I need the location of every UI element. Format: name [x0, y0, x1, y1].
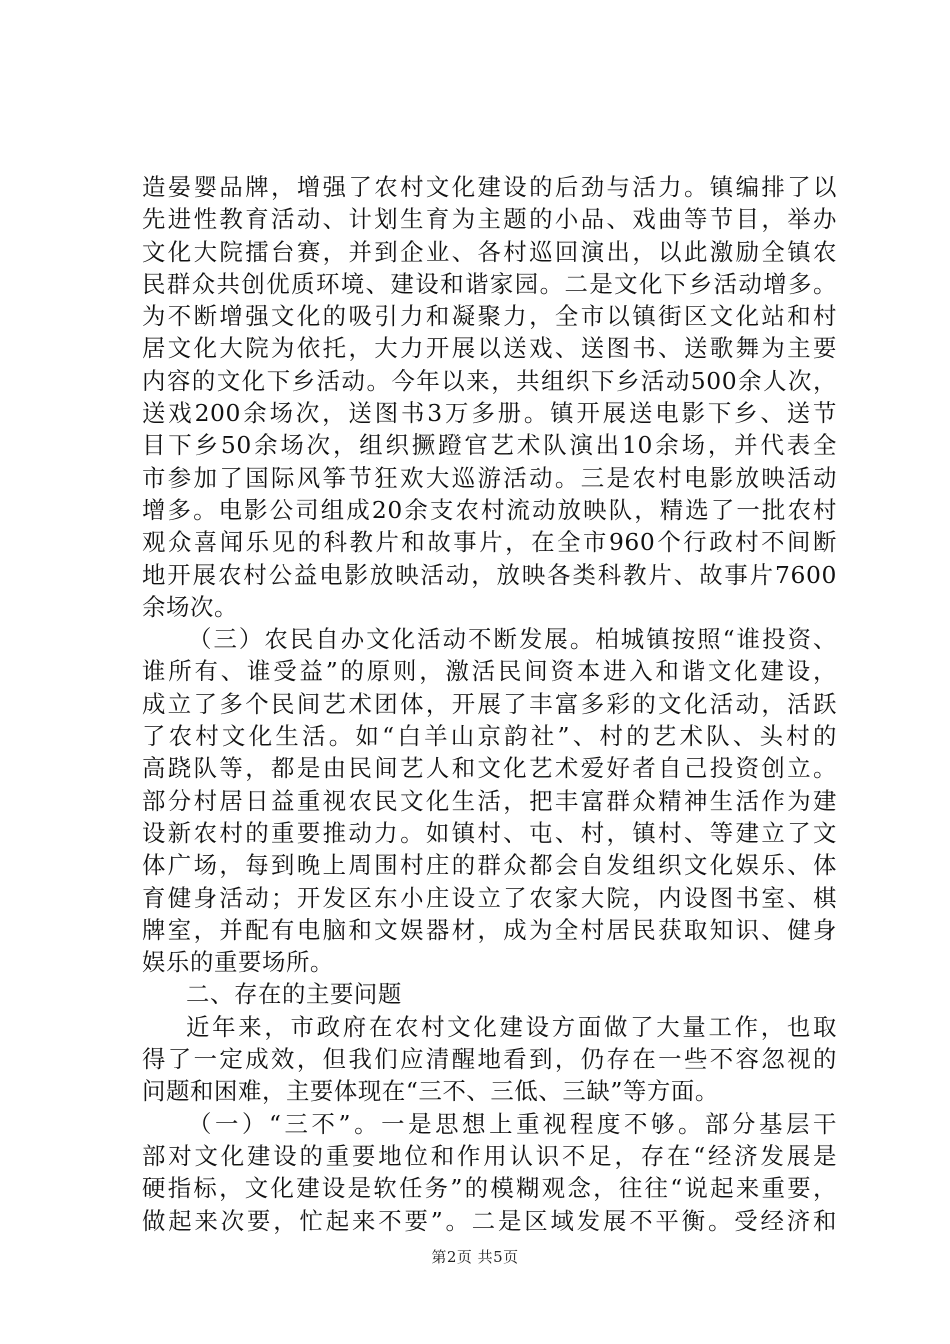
page-number-footer: 第2页 共5页: [431, 1248, 519, 1266]
text-line: 谁所有、谁受益”的原则，激活民间资本进入和谐文化建设，: [142, 657, 837, 686]
text-line: 文化大院擂台赛，并到企业、各村巡回演出，以此激励全镇农: [142, 237, 837, 266]
text-line: 体广场，每到晚上周围村庄的群众都会自发组织文化娱乐、体: [142, 851, 837, 880]
text-line: 成立了多个民间艺术团体，开展了丰富多彩的文化活动，活跃: [142, 689, 837, 718]
document-body: [142, 171, 837, 1237]
text-line: 观众喜闻乐见的科教片和故事片，在全市960个行政村不间断: [142, 528, 837, 557]
text-line: 高跷队等，都是由民间艺人和文化艺术爱好者自己投资创立。: [142, 754, 837, 783]
text-line: 内容的文化下乡活动。今年以来，共组织下乡活动500余人次，: [142, 366, 837, 395]
text-line: 增多。电影公司组成20余支农村流动放映队，精选了一批农村: [142, 495, 837, 524]
text-line: 目下乡50余场次，组织撅蹬官艺术队演出10余场，并代表全: [142, 431, 837, 460]
text-line: 了农村文化生活。如“白羊山京韵社”、村的艺术队、头村的: [142, 722, 837, 751]
text-line: 市参加了国际风筝节狂欢大巡游活动。三是农村电影放映活动: [142, 463, 837, 492]
text-line: 育健身活动；开发区东小庄设立了农家大院，内设图书室、棋: [142, 883, 837, 912]
text-line: 造晏婴品牌，增强了农村文化建设的后劲与活力。镇编排了以: [142, 173, 837, 201]
text-line: 得了一定成效，但我们应清醒地看到，仍存在一些不容忽视的: [142, 1045, 837, 1074]
text-line: 地开展农村公益电影放映活动，放映各类科教片、故事片7600: [142, 560, 837, 589]
text-line: 问题和困难，主要体现在“三不、三低、三缺”等方面。: [142, 1077, 719, 1106]
text-line: 民群众共创优质环境、建设和谐家园。二是文化下乡活动增多。: [142, 269, 837, 298]
text-line: 娱乐的重要场所。: [142, 948, 334, 977]
text-line: 做起来次要，忙起来不要”。二是区域发展不平衡。受经济和: [142, 1206, 837, 1235]
text-line: 余场次。: [142, 592, 238, 621]
text-line: 硬指标，文化建设是软任务”的模糊观念，往往“说起来重要，: [142, 1174, 837, 1203]
text-line: 设新农村的重要推动力。如镇村、屯、村，镇村、等建立了文: [142, 818, 837, 847]
paragraph-start-line: （三）农民自办文化活动不断发展。柏城镇按照“谁投资、: [188, 625, 837, 654]
text-line: 先进性教育活动、计划生育为主题的小品、戏曲等节目，举办: [142, 205, 837, 234]
text-line: 部对文化建设的重要地位和作用认识不足，存在“经济发展是: [142, 1141, 837, 1170]
paragraph-start-line: 近年来，市政府在农村文化建设方面做了大量工作，也取: [186, 1012, 837, 1041]
text-line: 部分村居日益重视农民文化生活，把丰富群众精神生活作为建: [142, 786, 837, 815]
text-line: 居文化大院为依托，大力开展以送戏、送图书、送歌舞为主要: [142, 334, 837, 363]
paragraph-start-line: （一）“三不”。一是思想上重视程度不够。部分基层干: [188, 1109, 837, 1138]
text-line: 牌室，并配有电脑和文娱器材，成为全村居民获取知识、健身: [142, 915, 837, 944]
section-heading: 二、存在的主要问题: [186, 980, 402, 1009]
text-line: 为不断增强文化的吸引力和凝聚力，全市以镇街区文化站和村: [142, 302, 837, 331]
text-line: 送戏200余场次，送图书3万多册。镇开展送电影下乡、送节: [142, 399, 837, 428]
